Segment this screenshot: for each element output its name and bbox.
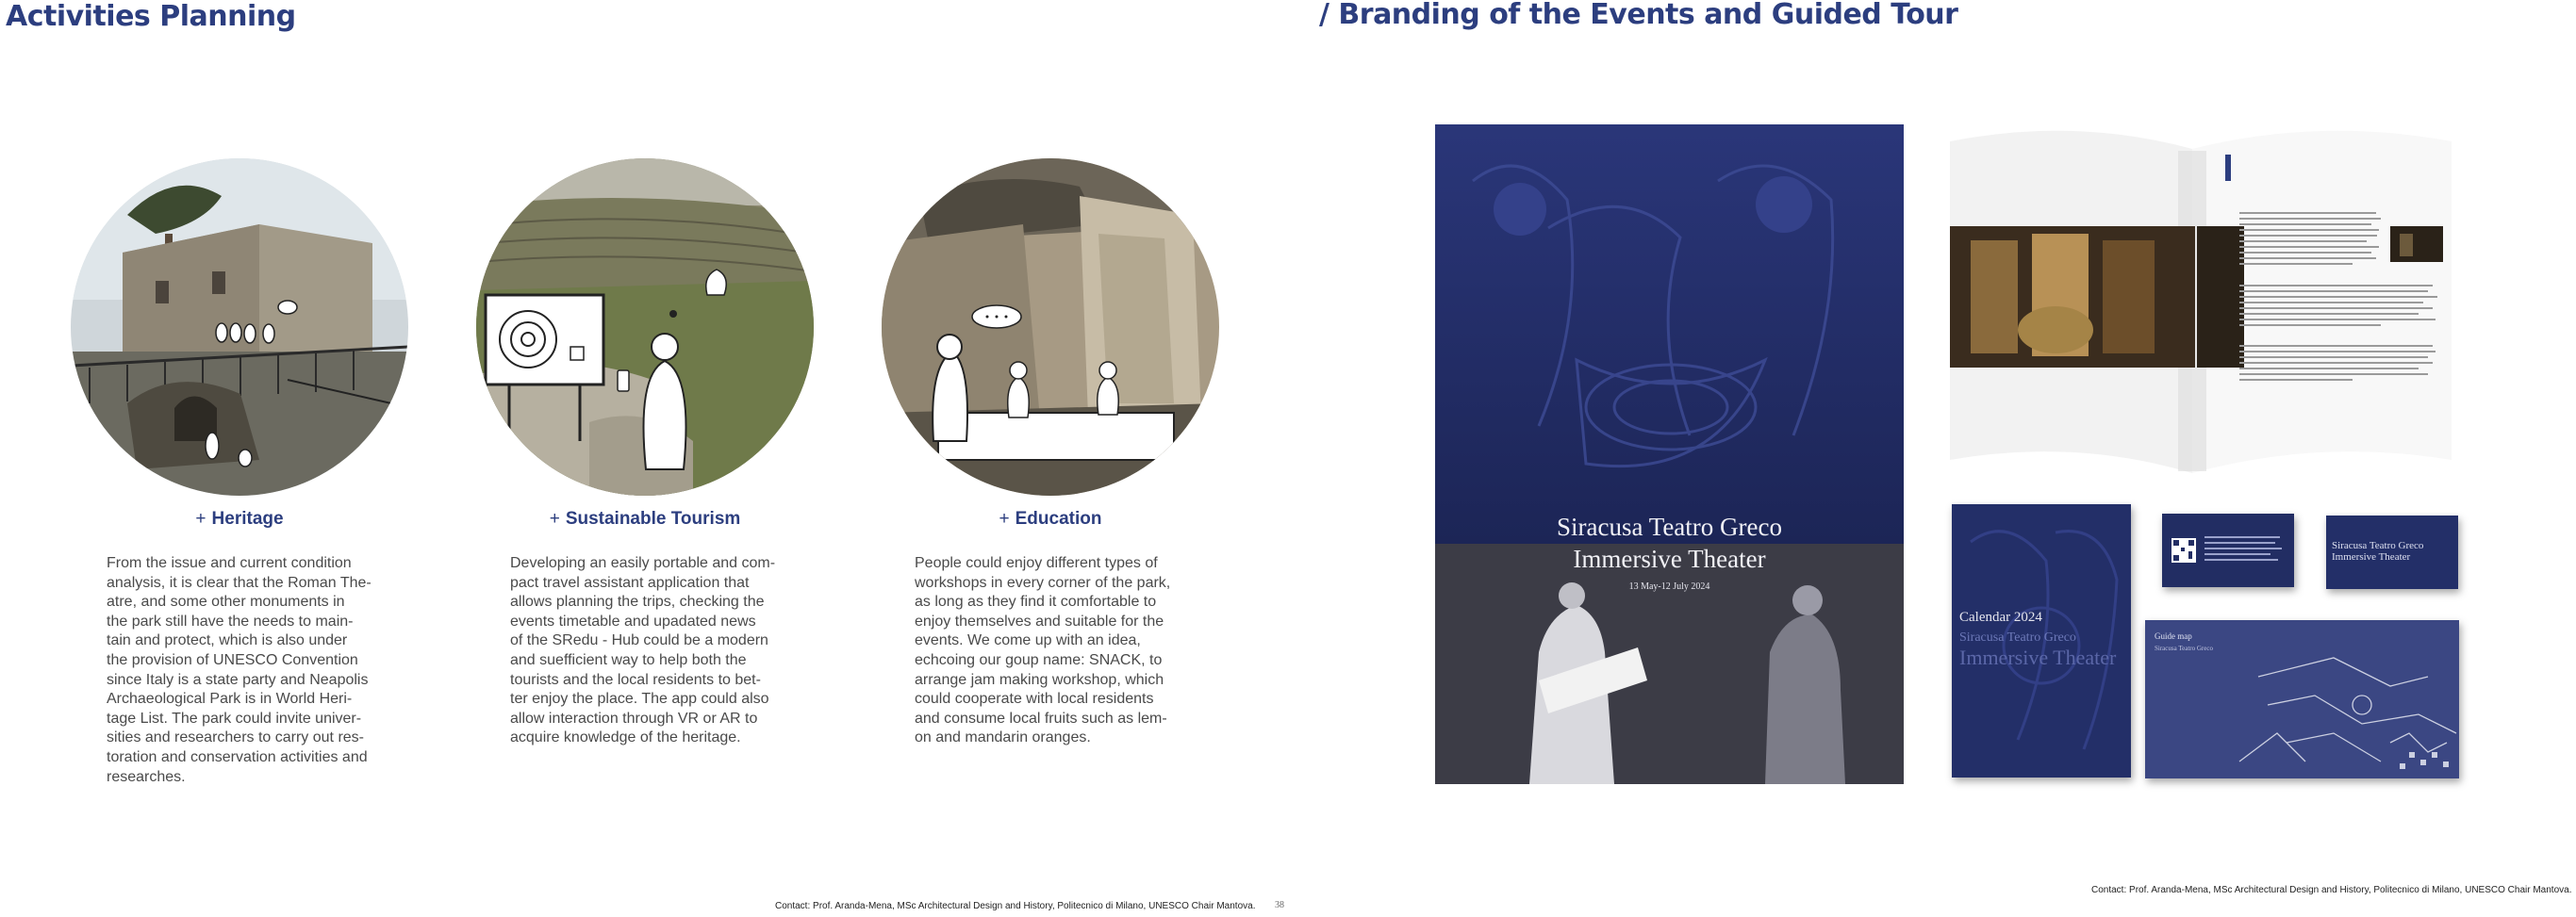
text-line: tage List. The park could invite univer- <box>107 710 362 727</box>
title-card-line1: Siracusa Teatro Greco <box>2332 540 2424 551</box>
text-line: ter enjoy the place. The app could also <box>510 691 769 708</box>
calendar-subtitle: Siracusa Teatro Greco <box>1959 630 2076 645</box>
text-line: and consume local fruits such as lem- <box>915 710 1167 727</box>
heritage-heading-text: Heritage <box>211 509 284 529</box>
guide-map-subtitle: Siracusa Teatro Greco <box>2155 645 2213 652</box>
text-line: since Italy is a state party and Neapolis <box>107 671 369 688</box>
heritage-heading <box>71 509 408 530</box>
poster-title-line1: Siracusa Teatro Greco <box>1556 513 1782 541</box>
poster-dates: 13 May-12 July 2024 <box>1628 581 1710 592</box>
right-footer-contact: Contact: Prof. Aranda-Mena, MSc Architectural Design and History, Politecnico di Milano, UNESCO Chair Mantova. <box>2091 885 2572 895</box>
page-number: 38 <box>1275 900 1284 910</box>
text-line: the provision of UNESCO Convention <box>107 651 358 668</box>
text-line: Developing an easily portable and com- <box>510 555 776 571</box>
text-line: workshops in every corner of the park, <box>915 574 1171 591</box>
text-line: echcoing our goup name: SNACK, to <box>915 651 1163 668</box>
education-heading <box>882 509 1219 530</box>
text-line: allows planning the trips, checking the <box>510 594 765 611</box>
text-line: arrange jam making workshop, which <box>915 671 1164 688</box>
text-line: tourists and the local residents to bet- <box>510 671 761 688</box>
text-line: the park still have the needs to main- <box>107 613 354 630</box>
plus-icon: + <box>195 509 206 529</box>
text-line: events timetable and upadated news <box>510 613 756 630</box>
calendar-title: Calendar 2024 <box>1959 610 2042 625</box>
left-page-title: Activities Planning <box>6 0 296 33</box>
ticket-card <box>2162 514 2294 587</box>
event-poster <box>1435 124 1904 784</box>
sustainable-tourism-photo <box>476 158 814 496</box>
education-photo <box>882 158 1219 496</box>
text-line: sities and researchers to carry out res- <box>107 729 364 746</box>
education-heading-text: Education <box>1015 509 1102 529</box>
text-line: researches. <box>107 768 186 785</box>
text-line: Archaeological Park is in World Heri- <box>107 691 353 708</box>
text-line: enjoy themselves and suitable for the <box>915 613 1164 630</box>
guide-map-card <box>2145 620 2459 778</box>
heritage-photo <box>71 158 408 496</box>
plus-icon: + <box>549 509 560 529</box>
text-line: allow interaction through VR or AR to <box>510 710 758 727</box>
title-card <box>2326 516 2458 589</box>
text-line: and suefficient way to help both the <box>510 651 747 668</box>
poster-title-line2: Immersive Theater <box>1573 545 1766 573</box>
text-line: as long as they find it comfortable to <box>915 594 1157 611</box>
heritage-paragraph <box>107 554 380 787</box>
calendar-subtitle2: Immersive Theater <box>1959 646 2117 669</box>
text-line: analysis, it is clear that the Roman The- <box>107 574 372 591</box>
sustainable-tourism-heading-text: Sustainable Tourism <box>565 509 741 529</box>
left-footer-contact: Contact: Prof. Aranda-Mena, MSc Architectural Design and History, Politecnico di Milano, UNESCO Chair Mantova. <box>775 901 1256 911</box>
education-paragraph <box>915 554 1188 748</box>
text-line: atre, and some other monuments in <box>107 594 345 611</box>
text-line: on and mandarin oranges. <box>915 729 1091 746</box>
text-line: could cooperate with local residents <box>915 691 1154 708</box>
sustainable-tourism-heading <box>476 509 814 530</box>
title-card-line2: Immersive Theater <box>2332 551 2411 563</box>
sustainable-tourism-paragraph <box>510 554 784 748</box>
text-line: acquire knowledge of the heritage. <box>510 729 741 746</box>
open-booklet <box>1942 123 2459 473</box>
text-line: events. We come up with an idea, <box>915 632 1141 649</box>
guide-map-title: Guide map <box>2155 631 2192 641</box>
right-page-title: / Branding of the Events and Guided Tour <box>1319 0 1958 31</box>
text-line: of the SRedu - Hub could be a modern <box>510 632 768 649</box>
calendar-booklet <box>1952 504 2131 778</box>
plus-icon: + <box>999 509 1010 529</box>
text-line: tain and protect, which is also under <box>107 632 348 649</box>
text-line: toration and conservation activities and <box>107 748 368 765</box>
text-line: pact travel assistant application that <box>510 574 750 591</box>
text-line: From the issue and current condition <box>107 555 352 571</box>
text-line: People could enjoy different types of <box>915 555 1158 571</box>
